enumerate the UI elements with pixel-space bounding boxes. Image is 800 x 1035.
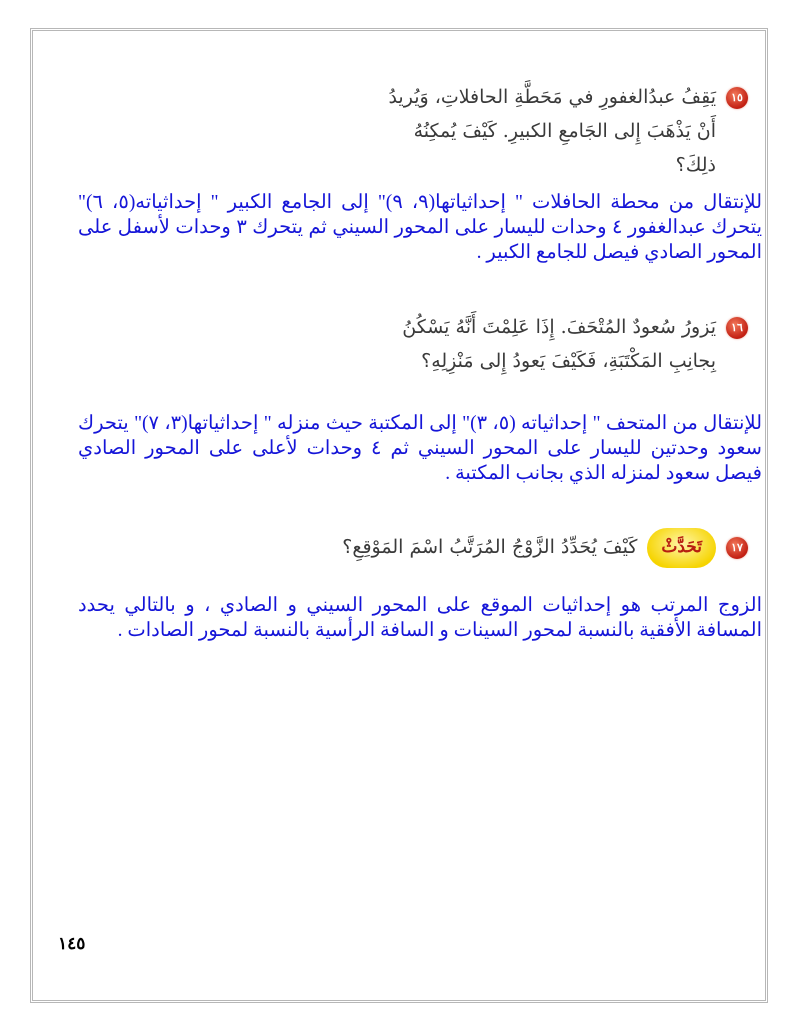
question-number-badge: ١٥ — [726, 87, 748, 109]
question-line: يَزورُ سُعودٌ المُتْحَفَ. إِذَا عَلِمْتَ أَنَّهُ يَسْكُنُ — [402, 316, 716, 338]
answer-16: للإنتقال من المتحف " إحداثياته (٥، ٣)" إلى المكتبة حيث منزله " إحداثياتها(٣، ٧)" يتحرك سعود وحدتين لليسار على المحور السيني ثم ٤ وحدات لأعلى على المحور الصادي فيصل سعود لمنزله الذي بجانب المكتبة . — [78, 413, 763, 484]
question-number-badge: ١٦ — [726, 317, 748, 339]
question-line: ذلِكَ؟ — [675, 154, 716, 176]
talk-badge: تَحَدَّثْ — [647, 528, 716, 568]
answer-15: للإنتقال من محطة الحافلات " إحداثياتها(٩، ٩)" إلى الجامع الكبير " إحداثياته(٥، ٦)" يتحرك عبدالغفور ٤ وحدات لليسار على المحور السيني ثم يتحرك ٣ وحدات لأسفل على المحور الصادي فيصل للجامع الكبير . — [78, 192, 763, 263]
question-line: يَقِفُ عبدُالغفورِ في مَحَطَّةِ الحافلاتِ، وَيُريدُ — [388, 86, 716, 108]
page-number: ١٤٥ — [58, 934, 86, 953]
question-17 — [342, 528, 748, 568]
question-line: بِجانِبِ المَكْتَبَةِ، فَكَيْفَ يَعودُ إِلى مَنْزِلِهِ؟ — [421, 350, 716, 372]
question-line: كَيْفَ يُحَدِّدُ الزَّوْجُ المُرَتَّبُ اسْمَ المَوْقِعِ؟ — [342, 536, 638, 558]
question-line: أَنْ يَذْهَبَ إِلى الجَامعِ الكبيرِ. كَيْفَ يُمكِنُهُ — [413, 120, 716, 142]
question-16 — [402, 310, 748, 378]
question-number-badge: ١٧ — [726, 537, 748, 559]
answer-17: الزوج المرتب هو إحداثيات الموقع على المحور السيني و الصادي ، و بالتالي يحدد المسافة الأفقية بالنسبة لمحور السينات و السافة الرأسية بالنسبة لمحور الصادات . — [78, 595, 762, 641]
question-15 — [388, 80, 748, 182]
